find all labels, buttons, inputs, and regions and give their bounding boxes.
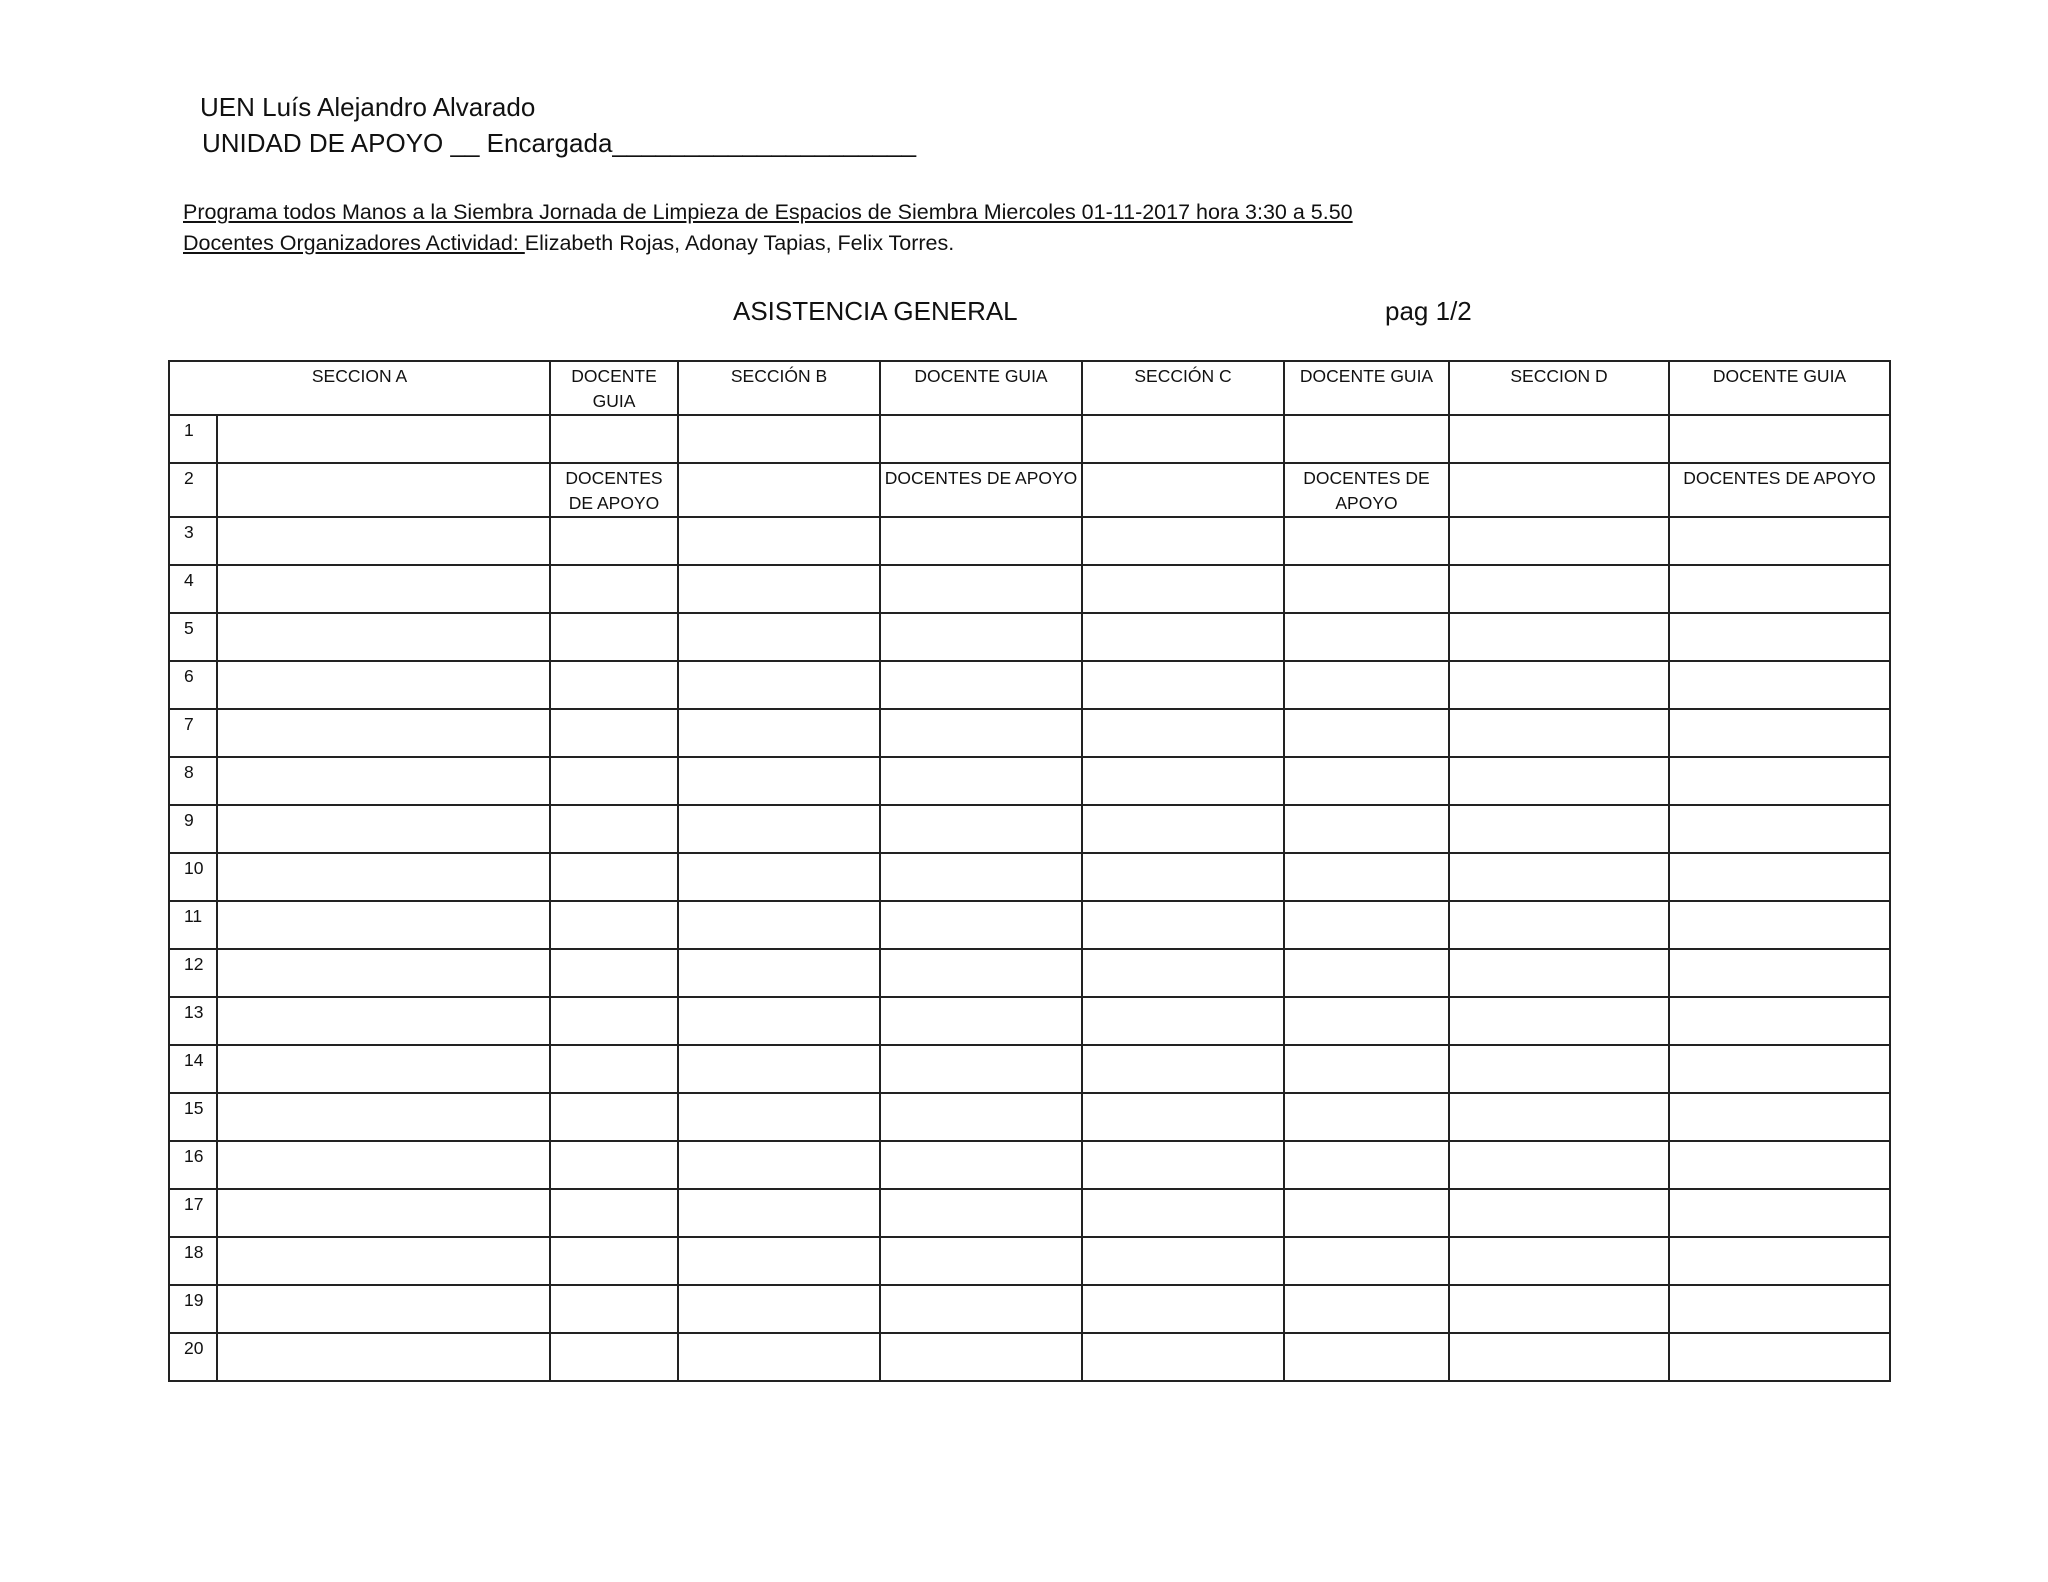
row-number: 2 <box>169 463 217 517</box>
table-cell <box>880 1093 1082 1141</box>
table-cell <box>1284 613 1449 661</box>
table-cell <box>1082 565 1284 613</box>
table-row <box>169 709 1890 757</box>
page-title: ASISTENCIA GENERAL <box>733 296 1018 326</box>
table-cell <box>880 661 1082 709</box>
row-number: 12 <box>169 949 217 997</box>
table-cell <box>1449 901 1669 949</box>
row-number: 14 <box>169 1045 217 1093</box>
table-cell <box>1082 613 1284 661</box>
table-cell <box>1284 1237 1449 1285</box>
table-cell <box>550 415 678 463</box>
table-cell <box>217 901 550 949</box>
table-cell <box>880 1141 1082 1189</box>
table-row <box>169 853 1890 901</box>
table-cell <box>1082 463 1284 517</box>
table-cell <box>1449 1285 1669 1333</box>
table-cell <box>1669 997 1890 1045</box>
table-cell <box>1284 517 1449 565</box>
table-cell <box>217 1189 550 1237</box>
table-cell <box>1284 415 1449 463</box>
table-cell <box>1449 565 1669 613</box>
table-cell <box>217 1333 550 1381</box>
table-row <box>169 1285 1890 1333</box>
row-number: 17 <box>169 1189 217 1237</box>
table-cell <box>880 1237 1082 1285</box>
table-cell <box>550 1093 678 1141</box>
table-cell <box>1449 949 1669 997</box>
table-cell <box>550 1237 678 1285</box>
row-number: 7 <box>169 709 217 757</box>
table-cell <box>217 709 550 757</box>
table-cell <box>1082 949 1284 997</box>
table-cell <box>880 517 1082 565</box>
table-cell <box>1669 565 1890 613</box>
table-cell <box>678 709 880 757</box>
unit-line: UNIDAD DE APOYO __ Encargada_____________________ <box>202 128 917 158</box>
table-cell <box>1669 517 1890 565</box>
table-cell <box>1669 613 1890 661</box>
table-cell <box>217 517 550 565</box>
row-number: 20 <box>169 1333 217 1381</box>
table-row <box>169 463 1890 517</box>
table-cell <box>550 1333 678 1381</box>
table-cell <box>880 1333 1082 1381</box>
organizers-label: Docentes Organizadores Actividad: <box>183 231 525 255</box>
table-cell <box>678 1285 880 1333</box>
table-cell <box>550 1141 678 1189</box>
table-cell <box>678 853 880 901</box>
table-cell <box>550 1285 678 1333</box>
table-cell <box>1449 1141 1669 1189</box>
table-cell <box>678 1045 880 1093</box>
table-cell <box>1284 1333 1449 1381</box>
organizers-line <box>183 231 954 256</box>
row-number: 3 <box>169 517 217 565</box>
table-cell <box>1669 1285 1890 1333</box>
table-cell <box>1082 1237 1284 1285</box>
table-cell <box>880 757 1082 805</box>
table-row <box>169 613 1890 661</box>
row-number: 6 <box>169 661 217 709</box>
table-cell <box>880 997 1082 1045</box>
table-cell <box>217 565 550 613</box>
table-cell <box>217 997 550 1045</box>
table-cell <box>217 463 550 517</box>
table-cell <box>1449 463 1669 517</box>
support-teachers-label: DOCENTES DE APOYO <box>1284 463 1449 517</box>
table-cell <box>880 805 1082 853</box>
table-cell <box>1082 853 1284 901</box>
school-name: UEN Luís Alejandro Alvarado <box>200 92 536 122</box>
table-cell <box>217 1141 550 1189</box>
table-cell <box>1449 613 1669 661</box>
table-cell <box>880 709 1082 757</box>
table-row <box>169 1141 1890 1189</box>
col-header-docente-guia-c: DOCENTE GUIA <box>1284 361 1449 415</box>
table-row <box>169 997 1890 1045</box>
table-cell <box>678 997 880 1045</box>
table-cell <box>550 853 678 901</box>
table-cell <box>1284 1093 1449 1141</box>
col-header-seccion-a: SECCION A <box>169 361 550 415</box>
table-cell <box>550 613 678 661</box>
attendance-table-body <box>169 361 1890 1381</box>
table-cell <box>678 757 880 805</box>
row-number: 4 <box>169 565 217 613</box>
table-cell <box>550 661 678 709</box>
row-number: 8 <box>169 757 217 805</box>
table-row <box>169 517 1890 565</box>
table-cell <box>1669 661 1890 709</box>
table-cell <box>678 949 880 997</box>
table-cell <box>1284 661 1449 709</box>
table-row <box>169 1237 1890 1285</box>
table-cell <box>678 613 880 661</box>
table-cell <box>217 805 550 853</box>
table-cell <box>880 949 1082 997</box>
table-cell <box>678 517 880 565</box>
table-cell <box>217 661 550 709</box>
table-cell <box>1284 1189 1449 1237</box>
table-cell <box>1284 901 1449 949</box>
table-cell <box>1669 1333 1890 1381</box>
table-cell <box>1284 565 1449 613</box>
table-row <box>169 949 1890 997</box>
table-cell <box>1449 1045 1669 1093</box>
table-cell <box>678 805 880 853</box>
table-cell <box>217 613 550 661</box>
table-cell <box>678 901 880 949</box>
table-cell <box>217 1237 550 1285</box>
table-cell <box>1669 1093 1890 1141</box>
page-number: pag 1/2 <box>1385 296 1472 326</box>
table-cell <box>1449 853 1669 901</box>
table-cell <box>217 1045 550 1093</box>
table-cell <box>678 565 880 613</box>
table-cell <box>217 949 550 997</box>
table-cell <box>880 1045 1082 1093</box>
support-teachers-label: DOCENTES DE APOYO <box>550 463 678 517</box>
table-cell <box>1449 997 1669 1045</box>
table-cell <box>880 853 1082 901</box>
table-cell <box>1669 1141 1890 1189</box>
table-cell <box>1449 1093 1669 1141</box>
table-cell <box>1082 757 1284 805</box>
row-number: 15 <box>169 1093 217 1141</box>
table-cell <box>1449 1237 1669 1285</box>
header-row <box>169 361 1890 415</box>
table-row <box>169 1093 1890 1141</box>
col-header-seccion-c: SECCIÓN C <box>1082 361 1284 415</box>
table-cell <box>1082 1045 1284 1093</box>
table-cell <box>1284 1141 1449 1189</box>
table-cell <box>1082 997 1284 1045</box>
table-cell <box>550 805 678 853</box>
table-cell <box>1284 853 1449 901</box>
col-header-docente-guia-a: DOCENTE GUIA <box>550 361 678 415</box>
table-cell <box>1284 757 1449 805</box>
table-cell <box>1082 1285 1284 1333</box>
table-cell <box>1669 901 1890 949</box>
table-cell <box>1284 805 1449 853</box>
table-row <box>169 661 1890 709</box>
table-cell <box>678 463 880 517</box>
table-cell <box>1449 709 1669 757</box>
table-cell <box>880 613 1082 661</box>
table-cell <box>1082 1189 1284 1237</box>
row-number: 19 <box>169 1285 217 1333</box>
table-row <box>169 805 1890 853</box>
row-number: 1 <box>169 415 217 463</box>
table-cell <box>1449 1189 1669 1237</box>
col-header-docente-guia-b: DOCENTE GUIA <box>880 361 1082 415</box>
table-cell <box>550 949 678 997</box>
organizers-names: Elizabeth Rojas, Adonay Tapias, Felix Torres. <box>524 231 955 255</box>
table-cell <box>1082 1093 1284 1141</box>
row-number: 10 <box>169 853 217 901</box>
row-number: 13 <box>169 997 217 1045</box>
row-number: 18 <box>169 1237 217 1285</box>
table-cell <box>550 757 678 805</box>
program-line: Programa todos Manos a la Siembra Jornada de Limpieza de Espacios de Siembra Miercoles 01-11-2017 hora 3:30 a 5.50 <box>183 200 1353 224</box>
table-row <box>169 415 1890 463</box>
table-cell <box>678 1333 880 1381</box>
table-cell <box>1669 415 1890 463</box>
table-row <box>169 1045 1890 1093</box>
table-cell <box>217 757 550 805</box>
table-cell <box>1449 415 1669 463</box>
table-cell <box>1669 853 1890 901</box>
table-cell <box>1284 997 1449 1045</box>
table-cell <box>217 853 550 901</box>
table-cell <box>1669 757 1890 805</box>
table-cell <box>1449 757 1669 805</box>
table-cell <box>1082 1141 1284 1189</box>
support-teachers-label: DOCENTES DE APOYO <box>880 463 1082 517</box>
table-cell <box>678 1093 880 1141</box>
table-cell <box>1082 901 1284 949</box>
table-cell <box>1449 1333 1669 1381</box>
table-cell <box>880 565 1082 613</box>
table-cell <box>550 517 678 565</box>
table-cell <box>678 1141 880 1189</box>
table-cell <box>1082 1333 1284 1381</box>
table-cell <box>1284 949 1449 997</box>
table-cell <box>550 565 678 613</box>
row-number: 16 <box>169 1141 217 1189</box>
attendance-table <box>168 360 1891 1382</box>
row-number: 9 <box>169 805 217 853</box>
table-cell <box>678 415 880 463</box>
table-cell <box>880 415 1082 463</box>
col-header-seccion-b: SECCIÓN B <box>678 361 880 415</box>
table-cell <box>217 1093 550 1141</box>
table-cell <box>1082 805 1284 853</box>
table-cell <box>1284 1285 1449 1333</box>
table-cell <box>1082 415 1284 463</box>
table-cell <box>217 415 550 463</box>
table-cell <box>550 709 678 757</box>
table-cell <box>1669 949 1890 997</box>
table-cell <box>550 901 678 949</box>
table-cell <box>880 1285 1082 1333</box>
table-cell <box>1284 709 1449 757</box>
col-header-seccion-d: SECCION D <box>1449 361 1669 415</box>
table-row <box>169 565 1890 613</box>
table-cell <box>1284 1045 1449 1093</box>
table-cell <box>1449 517 1669 565</box>
table-row <box>169 757 1890 805</box>
table-cell <box>1082 709 1284 757</box>
row-number: 11 <box>169 901 217 949</box>
table-cell <box>678 1237 880 1285</box>
col-header-docente-guia-d: DOCENTE GUIA <box>1669 361 1890 415</box>
table-cell <box>1082 517 1284 565</box>
table-cell <box>880 1189 1082 1237</box>
table-cell <box>217 1285 550 1333</box>
table-row <box>169 901 1890 949</box>
table-cell <box>1449 661 1669 709</box>
table-cell <box>1669 805 1890 853</box>
table-row <box>169 1333 1890 1381</box>
table-cell <box>550 1045 678 1093</box>
table-cell <box>678 661 880 709</box>
table-cell <box>550 997 678 1045</box>
support-teachers-label: DOCENTES DE APOYO <box>1669 463 1890 517</box>
table-cell <box>550 1189 678 1237</box>
table-cell <box>1669 1237 1890 1285</box>
table-cell <box>1669 1189 1890 1237</box>
table-cell <box>1669 709 1890 757</box>
table-cell <box>1669 1045 1890 1093</box>
table-cell <box>678 1189 880 1237</box>
row-number: 5 <box>169 613 217 661</box>
table-cell <box>880 901 1082 949</box>
table-cell <box>1082 661 1284 709</box>
table-row <box>169 1189 1890 1237</box>
table-cell <box>1449 805 1669 853</box>
